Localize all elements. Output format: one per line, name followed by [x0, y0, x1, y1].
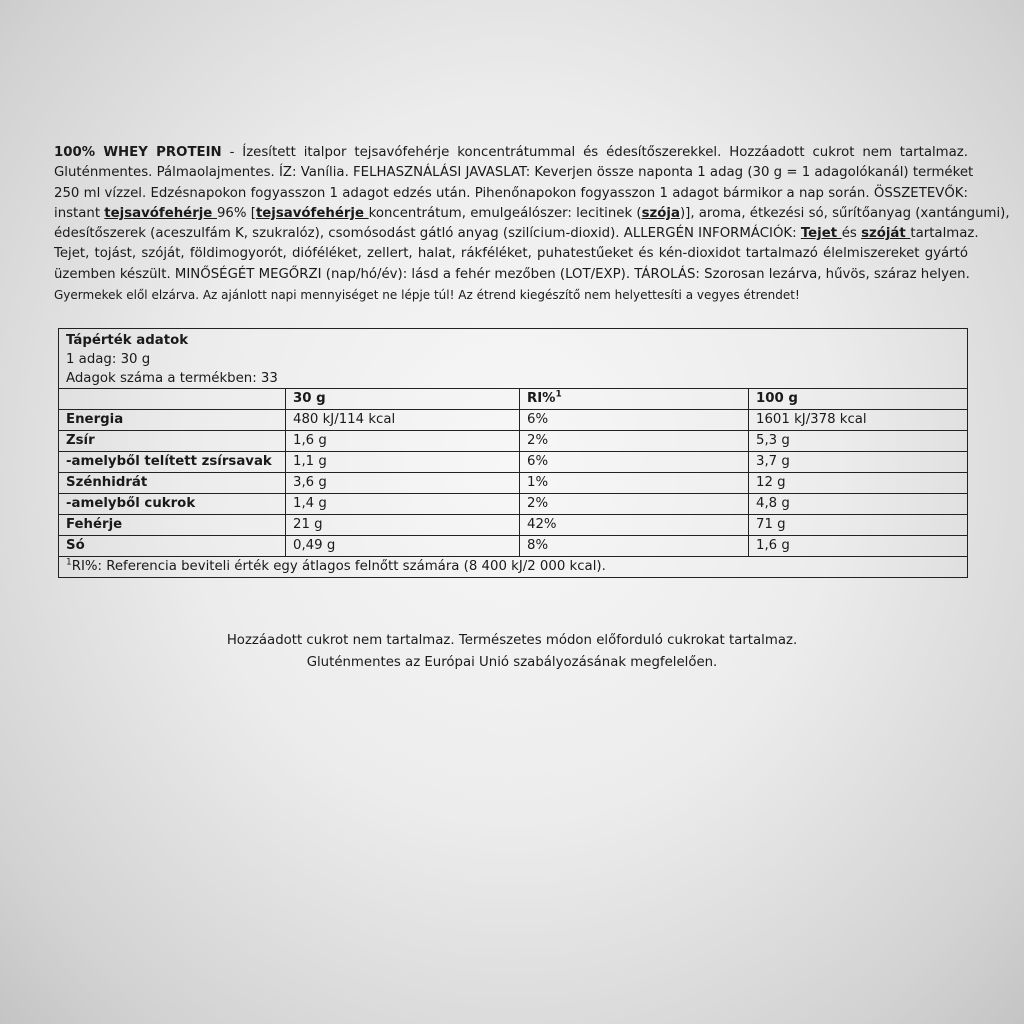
table-row	[59, 473, 968, 494]
table-footnote	[59, 557, 968, 578]
nutrient-name: -amelyből telített zsírsavak	[59, 452, 286, 473]
table-heading	[59, 329, 968, 389]
value-ri: 2%	[520, 431, 749, 452]
footer-notes	[0, 630, 1024, 674]
allergen-highlight: tejsavófehérje	[104, 205, 217, 221]
nutrient-name: Energia	[59, 410, 286, 431]
footnote-text: RI%: Referencia beviteli érték egy átlagos felnőtt számára (8 400 kJ/2 000 kcal).	[71, 559, 606, 574]
value-30g: 21 g	[286, 515, 520, 536]
value-ri: 42%	[520, 515, 749, 536]
table-row	[59, 431, 968, 452]
allergen-highlight: szója	[641, 205, 680, 221]
value-ri: 2%	[520, 494, 749, 515]
desc-line	[54, 204, 1010, 224]
nutrient-name: Só	[59, 536, 286, 557]
header-ri-label: RI%	[527, 391, 556, 406]
desc-text: tartalmaz.	[910, 226, 979, 242]
allergen-highlight: szóját	[861, 226, 911, 242]
value-100g: 12 g	[749, 473, 968, 494]
table-row	[59, 515, 968, 536]
value-ri: 6%	[520, 452, 749, 473]
desc-line	[54, 143, 968, 163]
value-30g: 480 kJ/114 kcal	[286, 410, 520, 431]
table-row	[59, 494, 968, 515]
value-100g: 5,3 g	[749, 431, 968, 452]
nutrient-name: Zsír	[59, 431, 286, 452]
value-100g: 1,6 g	[749, 536, 968, 557]
desc-line: üzemben készült. MINŐSÉGÉT MEGŐRZI (nap/hó/év): lásd a fehér mezőben (LOT/EXP). TÁROLÁS: Szorosan lezárva, hűvös, száraz helyen.	[54, 266, 970, 282]
allergen-highlight: Tejet	[800, 226, 842, 242]
footnote-sup: 1	[66, 557, 72, 568]
value-30g: 1,4 g	[286, 494, 520, 515]
desc-text: - Ízesített italpor tejsavófehérje koncentrátummal és édesítőszerekkel. Hozzáadott cukrot nem tartalmaz.	[221, 145, 968, 160]
desc-line: Tejet, tojást, szóját, földimogyorót, dióféléket, zellert, halat, rákféléket, puhatestűeket és kén-dioxidot tartalmazó élelmiszereket gyártó	[54, 246, 968, 262]
desc-line: Gluténmentes. Pálmaolajmentes. ÍZ: Vanília. FELHASZNÁLÁSI JAVASLAT: Keverjen össze naponta 1 adag (30 g = 1 adagolókanál) terméket	[54, 165, 974, 181]
product-name: 100% WHEY PROTEIN	[54, 145, 222, 160]
value-100g: 71 g	[749, 515, 968, 536]
allergen-highlight: tejsavófehérje	[255, 205, 369, 221]
value-30g: 3,6 g	[286, 473, 520, 494]
product-description	[54, 143, 1010, 305]
value-100g: 3,7 g	[749, 452, 968, 473]
desc-line	[54, 224, 979, 244]
footer-line-2: Gluténmentes az Európai Unió szabályozásának megfelelően.	[306, 655, 718, 670]
value-ri: 8%	[520, 536, 749, 557]
desc-text: instant	[54, 205, 105, 221]
header-ri-sup: 1	[555, 389, 562, 400]
servings-count: Adagok száma a termékben: 33	[66, 371, 278, 386]
value-ri: 6%	[520, 410, 749, 431]
table-header-row	[59, 389, 968, 410]
value-ri: 1%	[520, 473, 749, 494]
value-30g: 1,6 g	[286, 431, 520, 452]
desc-line: Gyermekek elől elzárva. Az ajánlott napi mennyiséget ne lépje túl! Az étrend kiegészítő nem helyettesíti a vegyes étrendet!	[54, 288, 800, 303]
desc-text: koncentrátum, emulgeálószer: lecitinek (	[368, 205, 642, 221]
value-30g: 0,49 g	[286, 536, 520, 557]
value-100g: 4,8 g	[749, 494, 968, 515]
table-row	[59, 452, 968, 473]
nutrient-name: Szénhidrát	[59, 473, 286, 494]
header-empty	[59, 389, 286, 410]
table-row	[59, 536, 968, 557]
nutrient-name: Fehérje	[59, 515, 286, 536]
desc-text: édesítőszerek (aceszulfám K, szukralóz), csomósodást gátló anyag (szilícium-dioxid). ALLERGÉN INFORMÁCIÓK:	[54, 226, 801, 242]
nutrient-name: -amelyből cukrok	[59, 494, 286, 515]
header-100g: 100 g	[749, 389, 968, 410]
footer-line-1: Hozzáadott cukrot nem tartalmaz. Természetes módon előforduló cukrokat tartalmaz.	[226, 633, 798, 648]
nutrition-table	[58, 328, 968, 578]
header-30g: 30 g	[286, 389, 520, 410]
serving-size: 1 adag: 30 g	[66, 352, 151, 367]
desc-text: és	[841, 226, 862, 242]
value-30g: 1,1 g	[286, 452, 520, 473]
table-row	[59, 410, 968, 431]
table-title: Tápérték adatok	[66, 333, 189, 348]
header-ri	[520, 389, 749, 410]
desc-text: )], aroma, étkezési só, sűrítőanyag (xantángumi),	[679, 205, 1010, 221]
desc-text: 96% [	[216, 205, 256, 221]
value-100g: 1601 kJ/378 kcal	[749, 410, 968, 431]
desc-line: 250 ml vízzel. Edzésnapokon fogyasszon 1 adagot edzés után. Pihenőnapokon fogyasszon 1 adagot bármikor a nap során. ÖSSZETEVŐK:	[54, 185, 968, 201]
